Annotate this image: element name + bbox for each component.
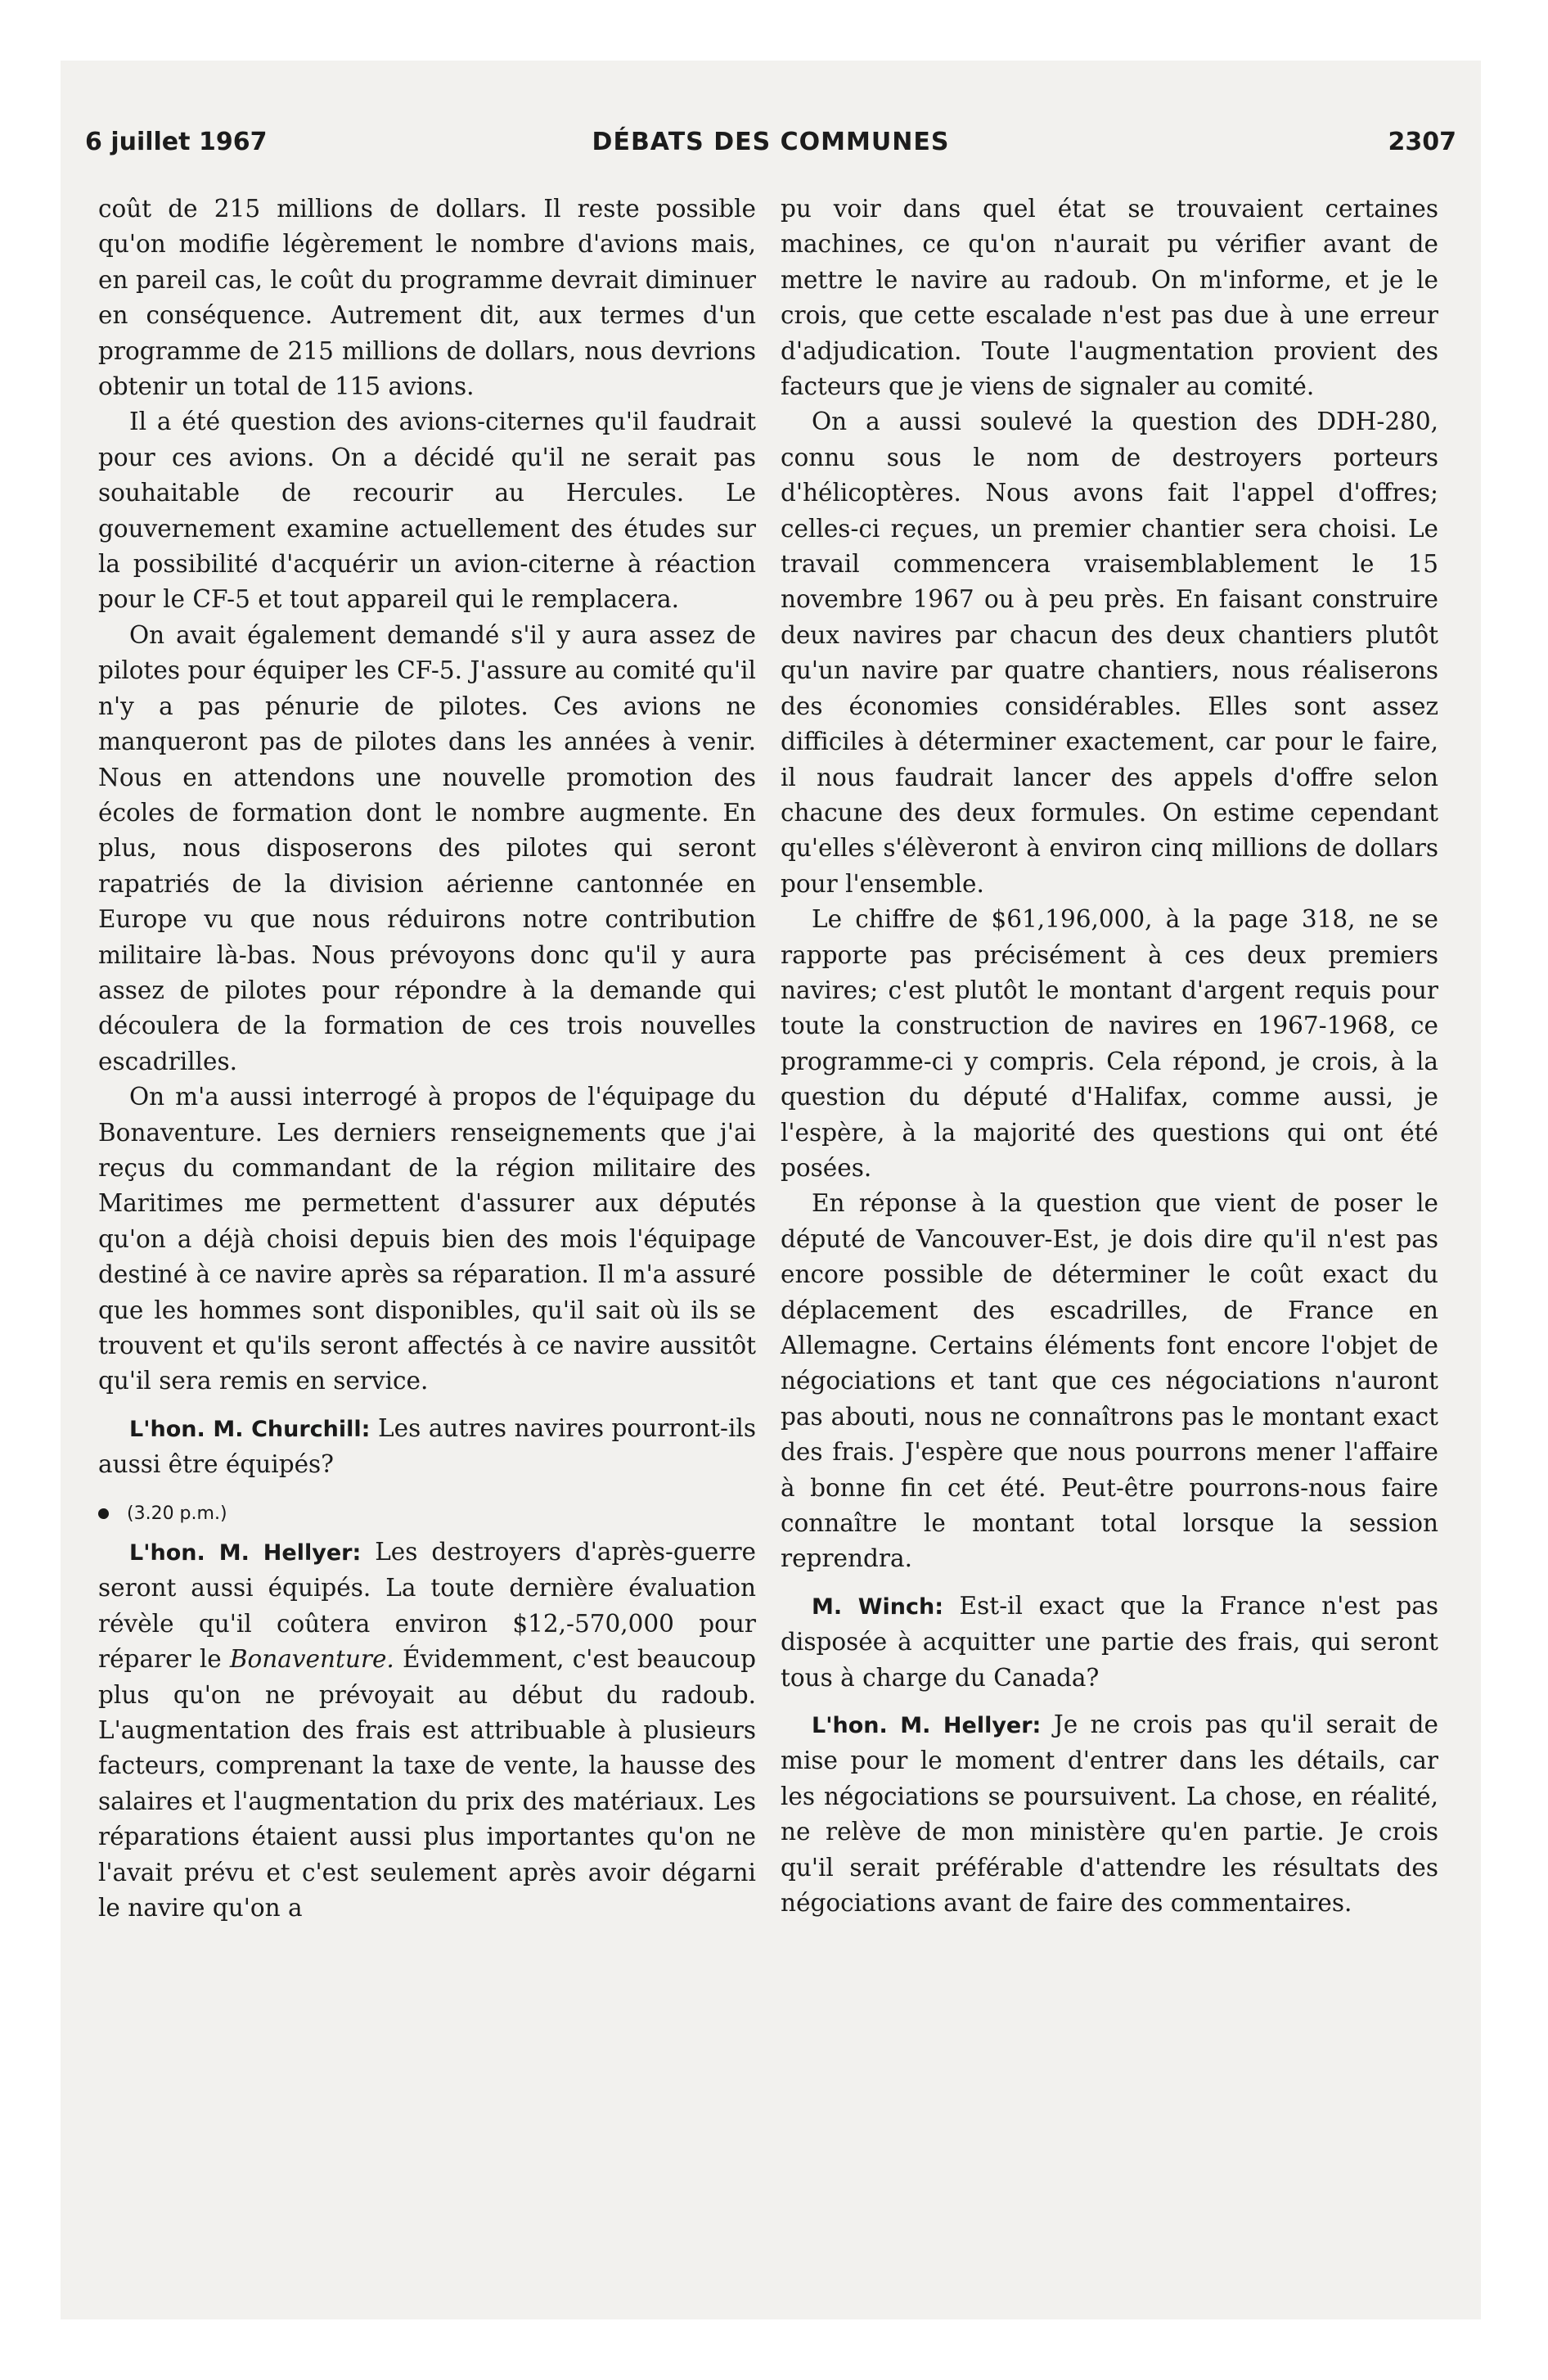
header-title: DÉBATS DES COMMUNES [592,128,950,156]
speech-hellyer [98,1535,756,1926]
speaker-name: L'hon. M. Churchill: [129,1416,371,1442]
left-column [98,192,756,1927]
speech-winch [781,1589,1438,1696]
speech-churchill [98,1411,756,1483]
right-column [781,192,1438,1922]
ship-name: Bonaventure. [229,1645,394,1674]
time-text: (3.20 p.m.) [127,1503,227,1524]
speech-text: Je ne crois pas qu'il serait de mise pour le moment d'entrer dans les détails, car les négociations se poursuivent. La chose, en réalité, ne relève de mon ministère qu'en partie. Je crois qu'il serait préférable d'attendre les résultats des négociations avant de faire des commentaires. [781,1711,1439,1918]
bullet-icon [98,1508,109,1519]
hansard-page [61,61,1481,2319]
speaker-name: L'hon. M. Hellyer: [129,1540,362,1566]
header-page-number: 2307 [1388,128,1456,156]
speech-hellyer [781,1707,1438,1921]
paragraph: On m'a aussi interrogé à propos de l'équipage du Bonaventure. Les derniers renseignements que j'ai reçus du commandant de la région militaire des Maritimes me permettent d'assurer aux députés qu'on a déjà choisi depuis bien des mois l'équipage destiné à ce navire après sa réparation. Il m'a assuré que les hommes sont disponibles, qu'il sait où ils se trouvent et qu'ils seront affectés à ce navire aussitôt qu'il sera remis en service. [98,1083,756,1395]
paragraph: Il a été question des avions-citernes qu'il faudrait pour ces avions. On a décidé qu'il ne serait pas souhaitable de recourir au Hercules. Le gouvernement examine actuellement des études sur la possibilité d'acquérir un avion-citerne à réaction pour le CF-5 et tout appareil qui le remplacera. [98,408,756,614]
speech-text: Évidemment, c'est beaucoup plus qu'on ne prévoyait au début du radoub. L'augmentation des frais est attribuable à plusieurs facteurs, comprenant la taxe de vente, la hausse des salaires et l'augmentation du prix des matériaux. Les réparations étaient aussi plus importantes qu'on ne l'avait prévu et c'est seulement après avoir dégarni le navire qu'on a [98,1645,757,1922]
speech-text: Les autres navires pourront-ils aussi être équipés? [98,1413,756,1479]
speech-text: Est-il exact que la France n'est pas disposée à acquitter une partie des frais, qui seront tous à charge du Canada? [781,1591,1438,1692]
paragraph: coût de 215 millions de dollars. Il reste possible qu'on modifie légèrement le nombre d'avions mais, en pareil cas, le coût du programme devrait diminuer en conséquence. Autrement dit, aux termes d'un programme de 215 millions de dollars, nous devrions obtenir un total de 115 avions. [98,195,756,401]
paragraph: On avait également demandé s'il y aura assez de pilotes pour équiper les CF-5. J'assure au comité qu'il n'y a pas pénurie de pilotes. Ces avions ne manqueront pas de pilotes dans les années à venir. Nous en attendons une nouvelle promotion des écoles de formation dont le nombre augmente. En plus, nous disposerons des pilotes qui seront rapatriés de la division aérienne cantonnée en Europe vu que nous réduirons notre contribution militaire là-bas. Nous prévoyons donc qu'il y aura assez de pilotes pour répondre à la demande qui découlera de la formation de ces trois nouvelles escadrilles. [98,620,756,1075]
paragraph: Le chiffre de $61,196,000, à la page 318, ne se rapporte pas précisément à ces deux premiers navires; c'est plutôt le montant d'argent requis pour toute la construction de navires en 1967-1968, ce programme-ci y compris. Cela répond, je crois, à la question du député d'Halifax, comme aussi, je l'espère, à la majorité des questions qui ont été posées. [781,905,1438,1182]
speech-text: Les destroyers d'après-guerre seront aussi équipés. La toute dernière évaluation révèle qu'il coûtera environ $12,-570,000 pour réparer le [98,1538,756,1674]
time-stamp [98,1496,756,1531]
speaker-name: M. Winch: [812,1593,943,1620]
paragraph: En réponse à la question que vient de poser le député de Vancouver-Est, je dois dire qu'il n'est pas encore possible de déterminer le coût exact du déplacement des escadrilles, de France en Allemagne. Certains éléments font encore l'objet de négociations et tant que ces négociations n'auront pas abouti, nous ne connaîtrons pas le montant exact des frais. J'espère que nous pourrons mener l'affaire à bonne fin cet été. Peut-être pourrons-nous faire connaître le montant total lorsque la session reprendra. [781,1189,1438,1573]
page-header [85,128,1456,167]
speaker-name: L'hon. M. Hellyer: [812,1713,1042,1739]
header-date: 6 juillet 1967 [85,128,268,156]
paragraph: pu voir dans quel état se trouvaient certaines machines, ce qu'on n'aurait pu vérifier avant de mettre le navire au radoub. On m'informe, et je le crois, que cette escalade n'est pas due à une erreur d'adjudication. Toute l'augmentation provient des facteurs que je viens de signaler au comité. [781,195,1438,401]
paragraph: On a aussi soulevé la question des DDH-280, connu sous le nom de destroyers porteurs d'hélicoptères. Nous avons fait l'appel d'offres; celles-ci reçues, un premier chantier sera choisi. Le travail commencera vraisemblablement le 15 novembre 1967 ou à peu près. En faisant construire deux navires par chacun des deux chantiers plutôt qu'un navire par quatre chantiers, nous réaliserons des économies considérables. Elles sont assez difficiles à déterminer exactement, car pour le faire, il nous faudrait lancer des appels d'offre selon chacune des deux formules. On estime cependant qu'elles s'élèveront à environ cinq millions de dollars pour l'ensemble. [781,408,1438,898]
